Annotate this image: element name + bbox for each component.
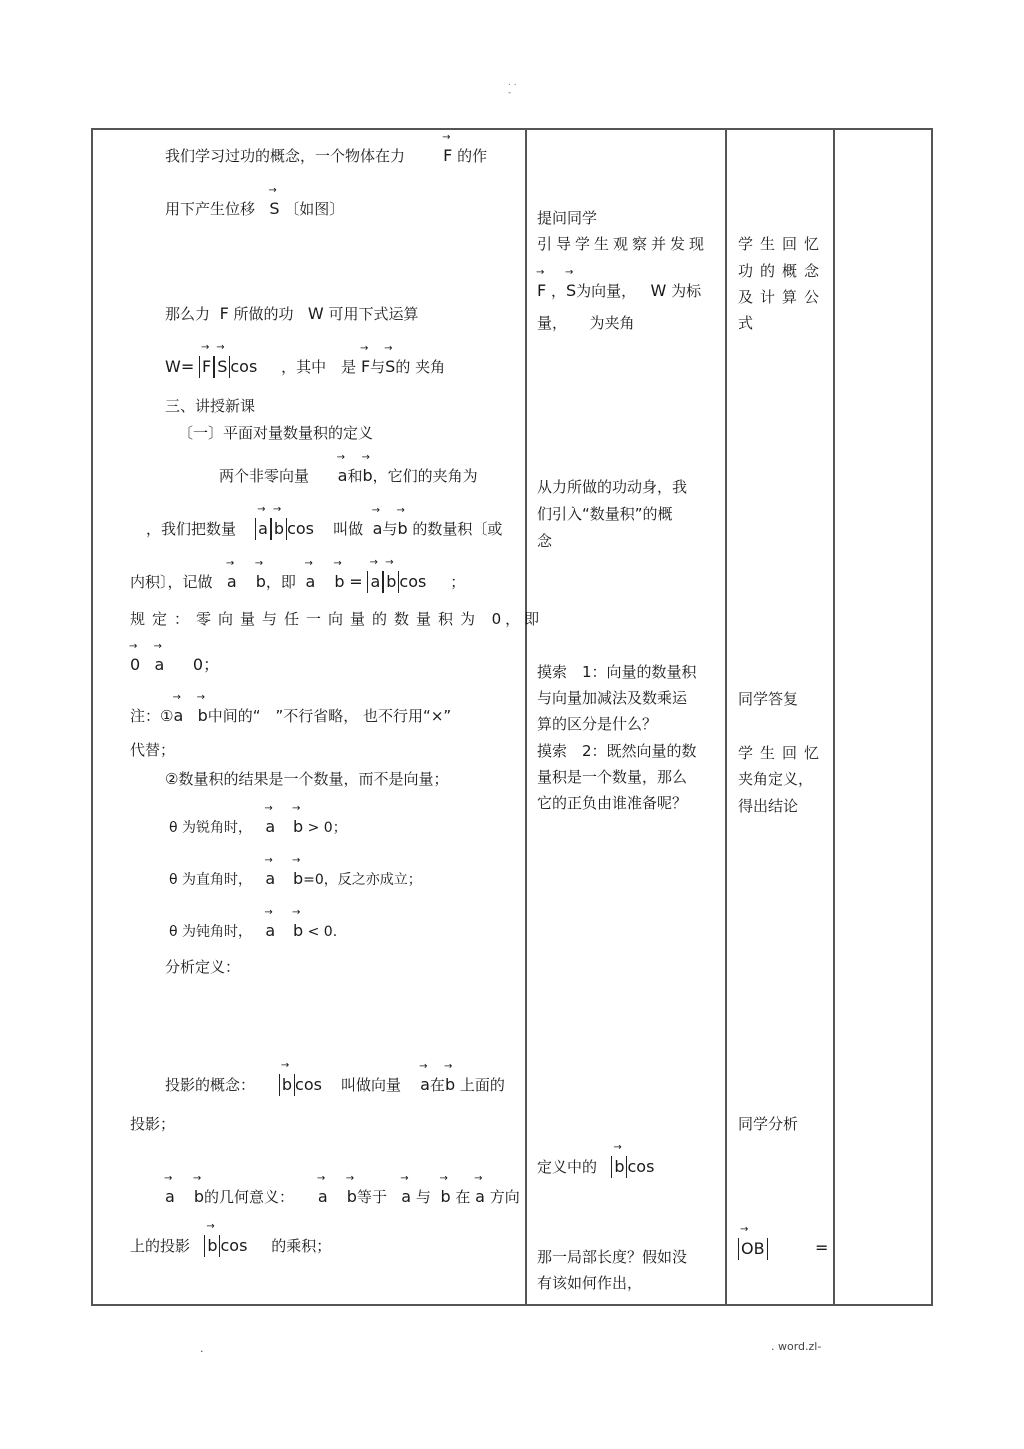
vector-a: → a	[165, 1187, 175, 1207]
vector-a: → a	[475, 1187, 485, 1207]
text-line: 从力所做的功动身，我	[537, 478, 688, 496]
magnitude-b	[383, 571, 399, 593]
text: ，即	[265, 573, 296, 591]
obtuse-case	[169, 921, 337, 942]
text-line: 那一局部长度？假如没	[537, 1248, 688, 1266]
column-divider-2	[725, 128, 727, 1306]
vector-b: → b	[362, 466, 372, 486]
text: ，	[550, 282, 566, 300]
text-line: 代替；	[130, 741, 176, 759]
text-line	[130, 1235, 331, 1257]
text-line: 式	[738, 314, 754, 332]
text: 〔如图〕	[284, 200, 345, 218]
text-line: 摸索 1：向量的数量积	[537, 663, 697, 681]
text-line: 同学答复	[738, 690, 799, 708]
geometric-meaning	[165, 1187, 520, 1207]
vector-b: → b	[347, 1187, 357, 1207]
text: 所做的功	[233, 305, 294, 323]
text-line: 得出结论	[738, 797, 799, 815]
vector-b: → b	[274, 518, 284, 540]
vector-b: → b	[194, 1187, 204, 1207]
text: 的 夹角	[395, 358, 446, 376]
zero-vector: → 0	[130, 655, 140, 675]
magnitude-F	[199, 356, 214, 378]
text: =0，反之亦成立；	[303, 872, 422, 888]
vector-a: → a	[173, 706, 183, 726]
header-dots: . .	[508, 78, 517, 88]
text: 的几何意义：	[204, 1188, 295, 1206]
vector-b: → b	[256, 572, 266, 592]
text: θ 为钝角时，	[169, 924, 253, 940]
vector-b: → b	[397, 519, 407, 539]
vector-F: → F	[443, 146, 452, 166]
text: 上面的	[459, 1076, 505, 1094]
text: 的作	[457, 147, 488, 165]
vector-F: → F	[202, 356, 211, 378]
vector-a: → a	[401, 1187, 411, 1207]
vector-b: → b	[293, 921, 303, 941]
text: 两个非零向量	[219, 467, 310, 485]
vector-b: → b	[293, 817, 303, 837]
vector-a: → a	[318, 1187, 328, 1207]
text: ，它们的夹角为	[372, 467, 478, 485]
vector-S: → S	[385, 357, 395, 377]
vector-b: → b	[293, 869, 303, 889]
work-symbol: W	[650, 281, 667, 300]
text-line: 引导学生观察并发现	[537, 235, 709, 253]
text: 上的投影	[130, 1237, 191, 1255]
magnitude-b	[279, 1074, 295, 1096]
text-line: 投影；	[130, 1115, 176, 1133]
vector-a: → a	[338, 466, 348, 486]
text: 叫做	[333, 520, 364, 538]
vector-b: → b	[198, 706, 208, 726]
right-angle-case	[169, 869, 422, 890]
text: 为向量，	[576, 282, 637, 300]
vector-a: → a	[420, 1075, 430, 1095]
work-formula	[165, 356, 445, 378]
text: θ 为锐角时，	[169, 820, 253, 836]
text: 内积〕，记做	[130, 573, 213, 591]
text: 注：①	[130, 707, 174, 725]
vector-F: → F	[537, 281, 546, 301]
text: 规定：零向量与任一向量的数量积为	[130, 610, 483, 628]
vector-b: → b	[445, 1075, 455, 1095]
acute-case	[169, 817, 347, 838]
text: 投影的概念：	[165, 1076, 256, 1094]
vector-b: → b	[282, 1074, 292, 1096]
vector-a: → a	[305, 572, 315, 592]
equals: =	[815, 1238, 829, 1257]
cos-symbol: cos	[220, 1236, 248, 1255]
vector-b: → b	[334, 572, 344, 592]
text: 那么力	[165, 305, 211, 323]
vector-a: → a	[258, 518, 268, 540]
text-line	[219, 466, 478, 486]
text: 叫做向量	[341, 1076, 402, 1094]
vector-S: → S	[566, 281, 576, 301]
cos-symbol: cos	[627, 1157, 655, 1176]
text: 中间的“ ”不行省略， 也不行用“×”	[207, 707, 452, 725]
text: 与	[370, 358, 386, 376]
text: 在	[455, 1188, 471, 1206]
text-line: ②数量积的结果是一个数量，而不是向量；	[165, 770, 449, 788]
text: W=	[165, 357, 195, 376]
footer-left: .	[200, 1342, 204, 1355]
text: 0；	[192, 655, 220, 674]
text-line	[130, 609, 543, 629]
cos-symbol: cos	[399, 572, 427, 591]
text: 的数量积〔或	[412, 520, 503, 538]
text-line: 有该如何作出，	[537, 1274, 643, 1292]
text-line: 摸索 2：既然向量的数	[537, 742, 697, 760]
text: 方向	[489, 1188, 520, 1206]
text: θ 为直角时，	[169, 872, 253, 888]
vector-a: → a	[227, 572, 237, 592]
column-divider-1	[525, 128, 527, 1306]
section-heading: 三、讲授新课	[165, 397, 256, 415]
text-line	[165, 304, 419, 324]
vector-a: → a	[370, 571, 380, 593]
text-line: 与向量加减法及数乘运	[537, 689, 688, 707]
text-line: 学生回忆	[738, 235, 827, 253]
text-line	[165, 146, 487, 166]
text: < 0.	[307, 924, 338, 940]
vector-F: → F	[361, 357, 370, 377]
text: 为标	[671, 282, 702, 300]
text-line: 学生回忆	[738, 744, 827, 762]
text-line: 们引入“数量积”的概	[537, 505, 673, 523]
column-divider-3	[833, 128, 835, 1306]
text-line: 提问同学	[537, 209, 598, 227]
text: 与	[415, 1188, 431, 1206]
text: 的乘积；	[271, 1237, 332, 1255]
magnitude-a	[367, 571, 383, 593]
text: ；	[450, 573, 466, 591]
text: 定义中的	[537, 1158, 598, 1176]
zero-rule-formula	[130, 655, 219, 675]
vector-b: → b	[386, 571, 396, 593]
vector-b: → b	[614, 1156, 624, 1178]
vector-a: → a	[265, 869, 275, 889]
text-line: 夹角定义，	[738, 770, 814, 788]
vector-a: → a	[265, 921, 275, 941]
footer-right: . word.zl-	[771, 1340, 822, 1353]
text: 与	[382, 520, 398, 538]
magnitude-OB	[738, 1238, 768, 1260]
text-line	[130, 571, 465, 593]
text-line: 它的正负由谁准备呢？	[537, 794, 688, 812]
text-line	[130, 706, 451, 726]
subsection-heading: 〔一〕平面对量数量积的定义	[178, 424, 374, 442]
text-line: 分析定义：	[165, 958, 241, 976]
magnitude-b	[611, 1156, 627, 1178]
vector-S: → S	[269, 199, 279, 219]
text-line	[165, 199, 344, 219]
projection-definition	[165, 1074, 505, 1096]
text-line: 量积是一个数量，那么	[537, 768, 688, 786]
vector-a: → a	[265, 817, 275, 837]
text-line: 同学分析	[738, 1115, 799, 1133]
magnitude-b	[271, 518, 287, 540]
text: 可用下式运算	[328, 305, 419, 323]
text: > 0；	[307, 820, 347, 836]
text: 和	[347, 467, 363, 485]
header-marks	[508, 78, 517, 98]
cos-symbol: cos	[287, 519, 314, 538]
force-symbol: F	[219, 304, 229, 323]
text: ，我们把数量	[146, 520, 237, 538]
text-line: 及计算公	[738, 288, 827, 306]
text-line	[537, 1156, 654, 1178]
vector-S: → S	[217, 356, 227, 378]
vector-b: → b	[207, 1235, 217, 1257]
header-dash: -	[508, 88, 512, 98]
magnitude-S	[214, 356, 230, 378]
text: 在	[429, 1076, 445, 1094]
text-line: 念	[537, 532, 553, 550]
text-line	[537, 281, 701, 301]
text: ，其中 是	[281, 358, 357, 376]
text: 用下产生位移	[165, 200, 256, 218]
text: 我们学习过功的概念，一个物体在力	[165, 147, 406, 165]
vector-OB: → OB	[741, 1238, 765, 1260]
vector-a: → a	[373, 519, 383, 539]
text-line	[738, 1238, 768, 1260]
magnitude-a	[255, 518, 271, 540]
vector-a: → a	[155, 655, 165, 675]
cos-symbol: cos	[230, 357, 258, 376]
magnitude-b	[204, 1235, 220, 1257]
text: 0，即	[491, 610, 544, 628]
vector-b: → b	[440, 1187, 450, 1207]
text-line	[146, 518, 502, 540]
work-symbol: W	[307, 304, 324, 323]
cos-symbol: cos	[295, 1075, 322, 1094]
text-line: 算的区分是什么？	[537, 715, 658, 733]
text: 等于	[356, 1188, 387, 1206]
text-line: 功的概念	[738, 262, 827, 280]
equals: =	[349, 572, 363, 591]
text-line: 量， 为夹角	[537, 314, 635, 332]
